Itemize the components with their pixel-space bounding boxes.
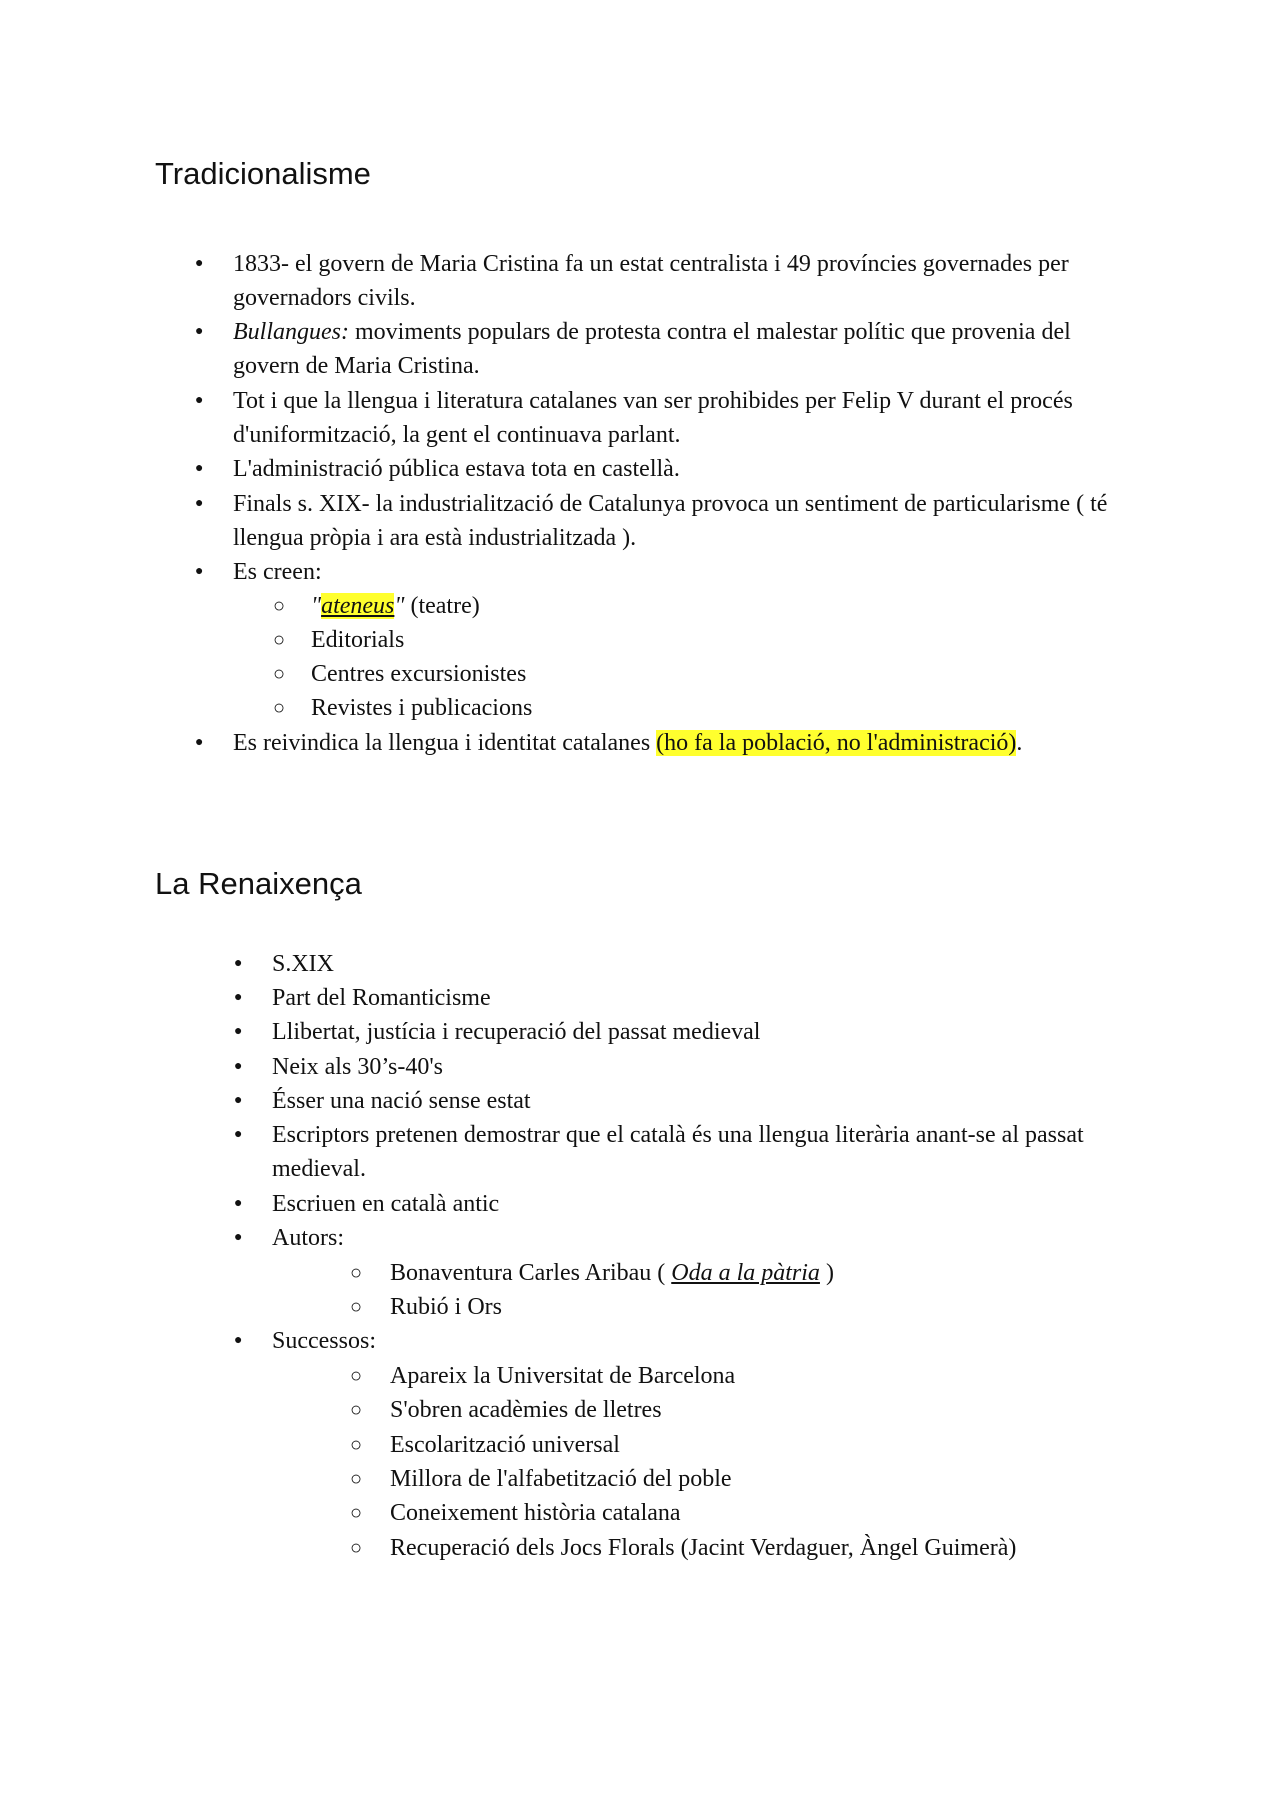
circle-bullet-icon: ○	[350, 1296, 363, 1318]
circle-bullet-icon: ○	[350, 1434, 363, 1456]
circle-bullet-icon: ○	[273, 629, 286, 651]
bullet-icon: ●	[195, 735, 204, 750]
bullet-icon: ●	[195, 256, 204, 271]
bullet-icon: ●	[195, 461, 204, 476]
circle-bullet-icon: ○	[350, 1468, 363, 1490]
bullet-icon: ●	[234, 1230, 243, 1245]
bullet-icon: ●	[234, 956, 243, 971]
highlighted-link[interactable]: ateneus	[321, 593, 395, 619]
circle-bullet-icon: ○	[350, 1502, 363, 1524]
bullet-icon: ●	[195, 496, 204, 511]
circle-bullet-icon: ○	[273, 595, 286, 617]
circle-bullet-icon: ○	[350, 1365, 363, 1387]
bullet-icon: ●	[234, 1196, 243, 1211]
bullet-icon: ●	[195, 393, 204, 408]
circle-bullet-icon: ○	[350, 1537, 363, 1559]
circle-bullet-icon: ○	[350, 1399, 363, 1421]
bullet-icon: ●	[234, 1127, 243, 1142]
circle-bullet-icon: ○	[273, 663, 286, 685]
bullet-icon: ●	[234, 1059, 243, 1074]
section-title-tradicionalisme: Tradicionalisme	[155, 156, 371, 191]
bullet-icon: ●	[234, 1093, 243, 1108]
circle-bullet-icon: ○	[273, 697, 286, 719]
bullet-icon: ●	[234, 990, 243, 1005]
bullet-icon: ●	[195, 324, 204, 339]
highlighted-text: (ho fa la població, no l'administració)	[656, 730, 1017, 756]
section-title-renaixenca: La Renaixença	[155, 866, 362, 901]
circle-bullet-icon: ○	[350, 1262, 363, 1284]
bullet-icon: ●	[234, 1024, 243, 1039]
bullet-icon: ●	[234, 1333, 243, 1348]
work-title-link[interactable]: Oda a la pàtria	[671, 1260, 820, 1286]
document-page: Tradicionalisme ● 1833- el govern de Maria Cristina fa un estat centralista i 49 províncies governades per governadors civils. ● Bullangues: moviments populars de protesta contra el malestar polític que provenia del govern de Maria Cristina. ● Tot i que la llengua i literatura catalanes van ser prohibides per Felip V durant el procés d'uniformització, la gent el continuava parlant. ● L'administració pública estava tota en castellà. ● Finals s. XIX- la industrialització de Catalunya provoca un sentiment de particularisme ( té llengua pròpia i ara està industrialitzada ). ● Es creen: ○ "ateneus" (teatre) ○ Editorials ○ Centres excursionistes ○ Revistes i publicacions ● Es reivindica la llengua i identitat catalanes (ho fa la població, no l'administració). La Renaixença ● S.XIX ● Part del Romanticisme ● Llibertat, justícia i recuperació del passat medieval ● Neix als 30’s-40's ● Ésser una nació sense estat ● Escriptors pretenen demostrar que el català és una llengua literària anant-se al passat medieval. ● Escriuen en català antic ● Autors: ○ Bonaventura Carles Aribau ( Oda a la pàtria ) ○ Rubió i Ors ● Successos: ○ Apareix la Universitat de Barcelona ○ S'obren acadèmies de lletres ○ Escolarització universal ○ Millora de l'alfabetització del poble ○ Coneixement història catalana ○ Recuperació dels Jocs Florals (Jacint Verdaguer, Àngel Guimerà)	[0, 0, 1280, 1808]
bullet-icon: ●	[195, 564, 204, 579]
